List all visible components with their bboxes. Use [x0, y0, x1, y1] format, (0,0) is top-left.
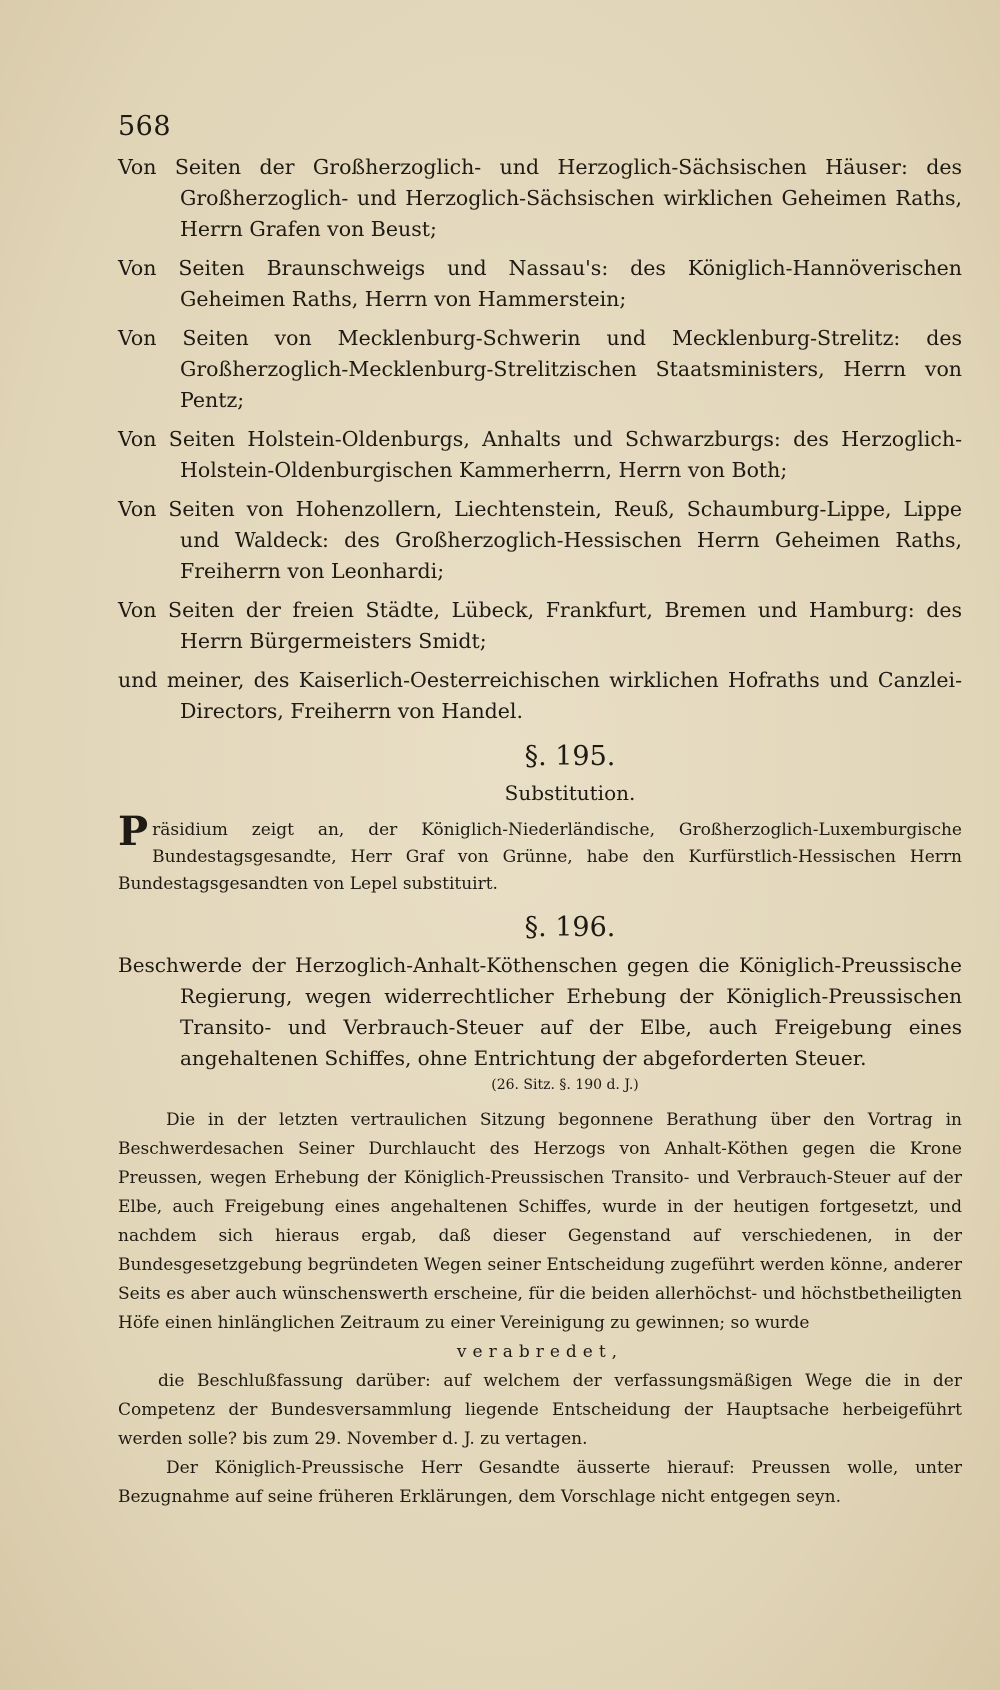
plenipotentiary-entry: Von Seiten von Mecklenburg-Schwerin und Mecklenburg-Strelitz: des Großherzoglich-Mecklenburg-Strelitzischen Staatsministers, Herrn von Pentz; — [118, 326, 962, 412]
agreed-line: verabredet, — [456, 1342, 624, 1362]
plenipotentiary-entry: Von Seiten der freien Städte, Lübeck, Frankfurt, Bremen und Hamburg: des Herrn Bürgermeisters Smidt; — [118, 598, 962, 653]
section-195-subtitle: Substitution. — [504, 781, 636, 805]
plenipotentiary-list — [118, 152, 962, 727]
plenipotentiary-entry: Von Seiten Braunschweigs und Nassau's: des Königlich-Hannöverischen Geheimen Raths, Herrn von Hammerstein; — [118, 256, 962, 311]
section-195-heading: §. 195. — [524, 741, 616, 772]
plenipotentiary-entry: Von Seiten Holstein-Oldenburgs, Anhalts und Schwarzburgs: des Herzoglich-Holstein-Oldenburgischen Kammerherrn, Herrn von Both; — [118, 427, 962, 482]
section-196-body — [118, 1106, 962, 1512]
session-reference: (26. Sitz. §. 190 d. J.) — [491, 1077, 639, 1093]
page-number: 568 — [118, 111, 172, 142]
body-paragraph: die Beschlußfassung darüber: auf welchem der verfassungsmäßigen Wege die in der Competenz der Bundesversammlung liegende Entscheidung der Hauptsache herbeigeführt werden solle? bis zum 29. November d. J. zu vertagen. — [118, 1371, 962, 1449]
drop-cap: P — [118, 808, 149, 855]
plenipotentiary-entry: und meiner, des Kaiserlich-Oesterreichischen wirklichen Hofraths und Canzlei-Directors, Freiherrn von Handel. — [118, 668, 962, 723]
plenipotentiary-entry: Von Seiten der Großherzoglich- und Herzoglich-Sächsischen Häuser: des Großherzoglich- und Herzoglich-Sächsischen wirklichen Geheimen Raths, Herrn Grafen von Beust; — [118, 155, 962, 241]
section-196-heading: §. 196. — [524, 912, 616, 943]
body-paragraph: Die in der letzten vertraulichen Sitzung begonnene Berathung über den Vortrag in Beschwerdesachen Seiner Durchlaucht des Herzogs von Anhalt-Köthen gegen die Krone Preussen, wegen Erhebung der Königlich-Preussischen Transito- und Verbrauch-Steuer auf der Elbe, auch Freigebung eines angehaltenen Schiffes, wurde in der heutigen fortgesetzt, und nachdem sich hieraus ergab, daß dieser Gegenstand auf verschiedenen, in der Bundesgesetzgebung begründeten Wegen seiner Entscheidung zugeführt werden könne, anderer Seits es aber auch wünschenswerth erscheine, für die beiden allerhöchst- und höchstbetheiligten Höfe einen hinlänglichen Zeitraum zu einer Vereinigung zu gewinnen; so wurde — [118, 1110, 962, 1333]
plenipotentiary-entry: Von Seiten von Hohenzollern, Liechtenstein, Reuß, Schaumburg-Lippe, Lippe und Waldeck: des Großherzoglich-Hessischen Herrn Geheimen Raths, Freiherrn von Leonhardi; — [118, 497, 962, 583]
section-196-title: Beschwerde der Herzoglich-Anhalt-Köthenschen gegen die Königlich-Preussische Regierung, wegen widerrechtlicher Erhebung der Königlich-Preussischen Transito- und Verbrauch-Steuer auf der Elbe, auch Freigebung eines angehaltenen Schiffes, ohne Entrichtung der abgeforderten Steuer. — [118, 953, 962, 1070]
section-195-body: räsidium zeigt an, der Königlich-Niederländische, Großherzoglich-Luxemburgische Bundestagsgesandte, Herr Graf von Grünne, habe den Kurfürstlich-Hessischen Herrn Bundestagsgesandten von Lepel substituirt. — [118, 820, 962, 894]
section-195-text — [118, 808, 962, 898]
body-paragraph: Der Königlich-Preussische Herr Gesandte äusserte hierauf: Preussen wolle, unter Bezugnahme auf seine früheren Erklärungen, dem Vorschlage nicht entgegen seyn. — [118, 1458, 962, 1507]
